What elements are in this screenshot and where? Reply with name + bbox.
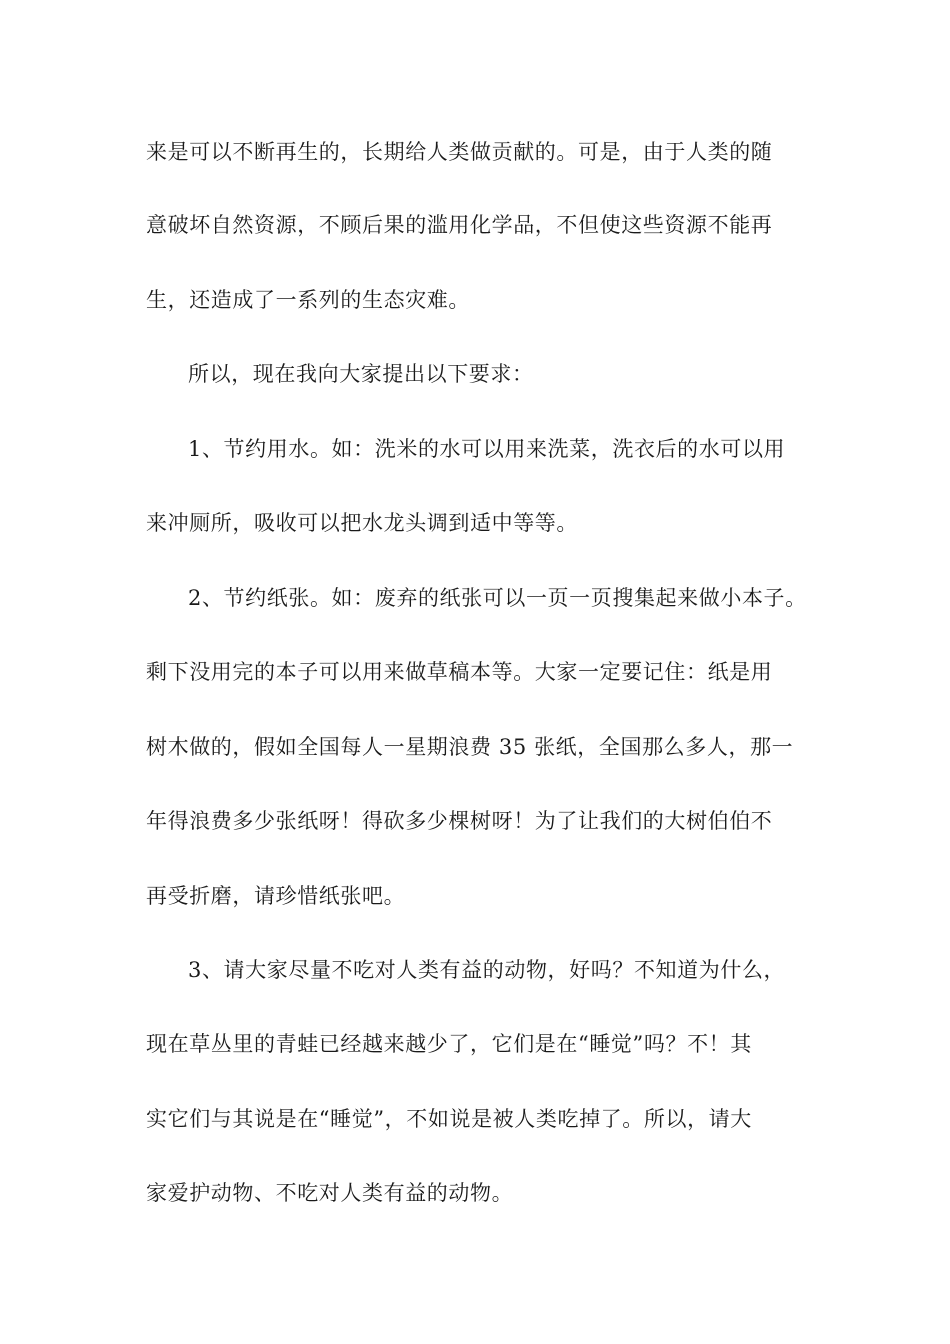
paragraph-line: 树木做的，假如全国每人一星期浪费 35 张纸，全国那么多人，那一 (146, 735, 794, 759)
paragraph-line: 实它们与其说是在“睡觉”，不如说是被人类吃掉了。所以，请大 (146, 1107, 752, 1131)
paragraph-line: 1、节约用水。如：洗米的水可以用来洗菜，洗衣后的水可以用 (188, 437, 786, 461)
paragraph-line: 2、节约纸张。如：废弃的纸张可以一页一页搜集起来做小本子。 (188, 586, 807, 610)
paragraph-line: 家爱护动物、不吃对人类有益的动物。 (146, 1181, 514, 1205)
paragraph-line: 所以，现在我向大家提出以下要求： (188, 362, 534, 386)
paragraph-line: 再受折磨，请珍惜纸张吧。 (146, 884, 406, 908)
paragraph-line: 3、请大家尽量不吃对人类有益的动物，好吗？不知道为什么， (188, 958, 786, 982)
paragraph-line: 生，还造成了一系列的生态灾难。 (146, 288, 470, 312)
paragraph-line: 年得浪费多少张纸呀！得砍多少棵树呀！为了让我们的大树伯伯不 (146, 809, 773, 833)
paragraph-line: 来冲厕所，吸收可以把水龙头调到适中等等。 (146, 511, 578, 535)
paragraph-line: 现在草丛里的青蛙已经越来越少了，它们是在“睡觉”吗？不！其 (146, 1032, 752, 1056)
paragraph-line: 来是可以不断再生的，长期给人类做贡献的。可是，由于人类的随 (146, 140, 773, 164)
paragraph-line: 剩下没用完的本子可以用来做草稿本等。大家一定要记住：纸是用 (146, 660, 773, 684)
paragraph-line: 意破坏自然资源，不顾后果的滥用化学品，不但使这些资源不能再 (146, 213, 773, 237)
